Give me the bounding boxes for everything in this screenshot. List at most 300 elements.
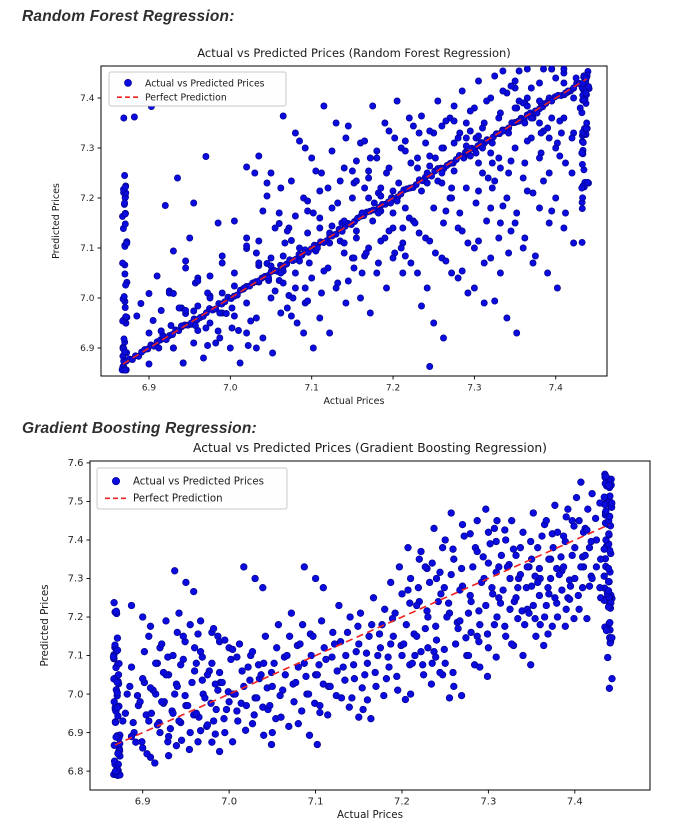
data-point — [521, 621, 528, 628]
data-point — [536, 98, 542, 104]
data-point — [383, 675, 390, 682]
data-point — [305, 691, 312, 698]
data-point — [605, 588, 612, 595]
data-point — [471, 245, 477, 251]
data-point — [512, 105, 518, 111]
data-point — [375, 652, 382, 659]
data-point — [485, 529, 492, 536]
data-point — [463, 135, 469, 141]
data-point — [508, 517, 515, 524]
data-point — [276, 220, 282, 226]
data-point — [475, 160, 481, 166]
data-point — [114, 705, 121, 712]
data-point — [520, 245, 526, 251]
data-point — [510, 546, 517, 553]
data-point — [148, 710, 155, 717]
data-point — [204, 722, 211, 729]
data-point — [516, 68, 522, 74]
data-point — [187, 235, 193, 241]
data-point — [467, 592, 474, 599]
data-point — [524, 188, 530, 194]
data-point — [477, 664, 484, 671]
data-point — [314, 741, 321, 748]
data-point — [305, 208, 311, 214]
data-point — [162, 202, 168, 208]
data-point — [184, 702, 191, 709]
data-point — [396, 180, 402, 186]
data-point — [234, 708, 241, 715]
data-point — [390, 188, 396, 194]
data-point — [508, 228, 514, 234]
data-point — [586, 583, 593, 590]
data-point — [111, 758, 118, 765]
y-tick-label: 7.1 — [67, 650, 84, 662]
data-point — [479, 145, 485, 151]
data-point — [160, 669, 167, 676]
data-point — [333, 120, 339, 126]
data-point — [114, 679, 121, 686]
data-point — [492, 178, 498, 184]
data-point — [409, 660, 416, 667]
data-point — [609, 635, 616, 642]
data-point — [359, 685, 366, 692]
data-point — [173, 742, 180, 749]
data-point — [209, 660, 216, 667]
data-point — [122, 211, 128, 217]
y-tick-label: 7.4 — [80, 94, 95, 105]
data-point — [451, 168, 457, 174]
data-point — [580, 139, 586, 145]
chart-random-forest-regression — [0, 38, 680, 410]
data-point — [416, 556, 423, 563]
data-point — [353, 235, 359, 241]
data-point — [386, 664, 393, 671]
data-point — [324, 712, 331, 719]
data-point — [309, 155, 315, 161]
data-point — [601, 573, 608, 580]
data-point — [549, 208, 555, 214]
data-point — [284, 228, 290, 234]
data-point — [359, 210, 365, 216]
data-point — [317, 709, 324, 716]
data-point — [407, 575, 414, 582]
data-point — [174, 629, 181, 636]
data-point — [522, 120, 528, 126]
data-point — [147, 685, 154, 692]
data-point — [298, 708, 305, 715]
data-point — [422, 625, 429, 632]
data-point — [474, 548, 481, 555]
data-point — [268, 741, 275, 748]
data-point — [429, 660, 436, 667]
data-point — [497, 165, 503, 171]
data-point — [528, 115, 534, 121]
data-point — [475, 78, 481, 84]
data-point — [114, 635, 121, 642]
data-point — [314, 672, 321, 679]
data-point — [432, 250, 438, 256]
data-point — [122, 349, 128, 355]
data-point — [139, 745, 146, 752]
legend-dot-icon — [112, 477, 119, 484]
data-point — [580, 195, 586, 201]
data-point — [362, 138, 368, 144]
data-point — [271, 660, 278, 667]
data-point — [278, 185, 284, 191]
data-point — [579, 584, 586, 591]
data-point — [394, 198, 400, 204]
data-point — [374, 155, 380, 161]
data-point — [221, 715, 228, 722]
y-tick-label: 7.5 — [67, 496, 84, 508]
data-point — [244, 330, 250, 336]
data-point — [260, 335, 266, 341]
data-point — [111, 742, 118, 749]
data-point — [427, 153, 433, 159]
data-point — [386, 128, 392, 134]
data-point — [485, 175, 491, 181]
data-point — [491, 525, 498, 532]
data-point — [552, 595, 559, 602]
data-point — [607, 619, 614, 626]
data-point — [451, 556, 458, 563]
data-point — [545, 631, 552, 638]
scatter-points — [110, 471, 615, 779]
data-point — [114, 647, 121, 654]
data-point — [317, 702, 324, 709]
x-tick-label: 7.1 — [304, 383, 319, 394]
data-point — [418, 188, 424, 194]
data-point — [191, 668, 198, 675]
data-point — [336, 602, 343, 609]
y-axis-label: Predicted Prices — [51, 183, 62, 259]
data-point — [269, 683, 276, 690]
data-point — [370, 103, 376, 109]
data-point — [536, 205, 542, 211]
data-point — [217, 335, 223, 341]
data-point — [449, 270, 455, 276]
data-point — [288, 313, 294, 319]
data-point — [400, 270, 406, 276]
data-point — [244, 235, 250, 241]
data-point — [560, 564, 567, 571]
data-point — [195, 631, 202, 638]
data-point — [489, 140, 495, 146]
data-point — [394, 687, 401, 694]
data-point — [549, 66, 555, 72]
data-point — [292, 270, 298, 276]
data-point — [139, 675, 146, 682]
data-point — [571, 95, 577, 101]
data-point — [463, 143, 469, 149]
data-point — [515, 584, 522, 591]
data-point — [449, 195, 455, 201]
data-point — [520, 175, 526, 181]
data-point — [357, 295, 363, 301]
data-point — [174, 683, 181, 690]
data-point — [327, 240, 333, 246]
data-point — [489, 160, 495, 166]
data-point — [112, 719, 119, 726]
data-point — [408, 260, 414, 266]
data-point — [373, 683, 380, 690]
data-point — [337, 178, 343, 184]
data-point — [578, 564, 585, 571]
data-point — [402, 138, 408, 144]
data-point — [195, 739, 202, 746]
data-point — [278, 310, 284, 316]
data-point — [203, 153, 209, 159]
data-point — [157, 729, 164, 736]
data-point — [407, 600, 414, 607]
data-point — [412, 220, 418, 226]
legend-label-scatter: Actual vs Predicted Prices — [145, 78, 265, 90]
data-point — [407, 691, 414, 698]
data-point — [122, 710, 129, 717]
data-point — [588, 538, 595, 545]
data-point — [301, 564, 308, 571]
data-point — [414, 155, 420, 161]
data-point — [513, 552, 520, 559]
data-point — [494, 614, 501, 621]
data-point — [219, 679, 226, 686]
data-point — [302, 285, 308, 291]
data-point — [403, 621, 410, 628]
data-point — [450, 669, 457, 676]
data-point — [428, 681, 435, 688]
y-tick-label: 6.9 — [80, 344, 95, 355]
data-point — [360, 706, 367, 713]
data-point — [217, 310, 223, 316]
data-point — [553, 145, 559, 151]
data-point — [216, 669, 223, 676]
data-point — [280, 253, 286, 259]
data-point — [313, 168, 319, 174]
data-point — [170, 345, 176, 351]
data-point — [597, 584, 604, 591]
data-point — [405, 544, 412, 551]
data-point — [115, 672, 122, 679]
data-point — [576, 606, 583, 613]
data-point — [398, 245, 404, 251]
data-point — [329, 223, 335, 229]
data-point — [390, 255, 396, 261]
x-tick-label: 6.9 — [141, 383, 157, 394]
data-point — [459, 521, 466, 528]
data-point — [400, 641, 407, 648]
data-point — [273, 645, 280, 652]
y-tick-label: 7.0 — [80, 294, 95, 305]
data-point — [394, 673, 401, 680]
data-point — [260, 584, 267, 591]
data-point — [212, 731, 219, 738]
data-point — [500, 587, 507, 594]
data-point — [502, 623, 509, 630]
data-point — [396, 564, 403, 571]
data-point — [418, 648, 425, 655]
data-point — [480, 554, 487, 561]
data-point — [412, 652, 419, 659]
data-point — [207, 320, 213, 326]
data-point — [180, 360, 186, 366]
data-point — [431, 525, 438, 532]
data-point — [481, 300, 487, 306]
data-point — [400, 225, 406, 231]
data-point — [573, 75, 579, 81]
data-point — [122, 172, 128, 178]
data-point — [371, 200, 377, 206]
data-point — [364, 697, 371, 704]
data-point — [341, 218, 347, 224]
data-point — [342, 677, 349, 684]
data-point — [249, 720, 256, 727]
data-point — [231, 283, 237, 289]
data-point — [297, 641, 304, 648]
data-point — [291, 699, 298, 706]
data-point — [536, 592, 543, 599]
data-point — [597, 556, 604, 563]
data-point — [122, 367, 128, 373]
data-point — [121, 115, 127, 121]
data-point — [229, 739, 236, 746]
data-point — [426, 579, 433, 586]
data-point — [351, 255, 357, 261]
data-point — [353, 648, 360, 655]
data-point — [485, 645, 492, 652]
data-point — [349, 695, 356, 702]
data-point — [123, 314, 129, 320]
x-tick-label: 7.2 — [394, 796, 410, 808]
data-point — [321, 103, 327, 109]
data-point — [448, 510, 455, 517]
data-point — [609, 500, 616, 507]
data-point — [489, 584, 496, 591]
data-point — [435, 98, 441, 104]
data-point — [170, 248, 176, 254]
data-point — [193, 710, 200, 717]
data-point — [231, 313, 237, 319]
data-point — [366, 168, 372, 174]
x-tick-label: 7.4 — [566, 796, 583, 808]
data-point — [543, 517, 550, 524]
data-point — [144, 751, 151, 758]
data-point — [546, 170, 552, 176]
data-point — [186, 746, 193, 753]
data-point — [321, 268, 327, 274]
data-point — [158, 641, 165, 648]
data-point — [350, 662, 357, 669]
data-point — [601, 494, 608, 501]
data-point — [500, 88, 506, 94]
data-point — [512, 145, 518, 151]
data-point — [260, 660, 267, 667]
data-point — [123, 282, 129, 288]
data-point — [370, 595, 377, 602]
section-heading-gradient-boosting: Gradient Boosting Regression: — [22, 420, 257, 437]
data-point — [512, 220, 518, 226]
data-point — [427, 128, 433, 134]
data-point — [296, 138, 302, 144]
data-point — [330, 629, 337, 636]
data-point — [583, 90, 589, 96]
data-point — [524, 66, 530, 72]
data-point — [249, 648, 256, 655]
data-point — [170, 290, 176, 296]
data-point — [139, 614, 146, 621]
data-point — [345, 278, 351, 284]
data-point — [253, 345, 259, 351]
data-point — [366, 175, 372, 181]
data-point — [280, 280, 286, 286]
data-point — [423, 140, 429, 146]
data-point — [374, 270, 380, 276]
data-point — [189, 679, 196, 686]
data-point — [558, 130, 564, 136]
data-point — [244, 243, 250, 249]
data-point — [215, 328, 221, 334]
data-point — [376, 631, 383, 638]
data-point — [284, 652, 291, 659]
data-point — [377, 645, 384, 652]
data-point — [540, 178, 546, 184]
data-point — [310, 345, 316, 351]
data-point — [549, 623, 556, 630]
data-point — [231, 218, 237, 224]
y-tick-label: 7.1 — [80, 244, 95, 255]
data-point — [292, 130, 298, 136]
data-point — [234, 654, 241, 661]
y-tick-label: 7.2 — [67, 612, 84, 624]
data-point — [554, 614, 561, 621]
data-point — [492, 73, 498, 79]
data-point — [325, 185, 331, 191]
data-point — [425, 614, 432, 621]
data-point — [282, 672, 289, 679]
data-point — [530, 602, 537, 609]
data-point — [320, 584, 327, 591]
data-point — [586, 84, 592, 90]
data-point — [112, 768, 119, 775]
data-point — [450, 546, 457, 553]
data-point — [368, 621, 375, 628]
data-point — [439, 544, 446, 551]
data-point — [491, 621, 498, 628]
data-point — [370, 218, 376, 224]
data-point — [138, 300, 144, 306]
data-point — [545, 584, 552, 591]
data-point — [586, 544, 593, 551]
data-point — [459, 268, 465, 274]
chart-title: Actual vs Predicted Prices (Random Forest Regression) — [197, 46, 511, 60]
data-point — [183, 258, 189, 264]
data-point — [276, 210, 282, 216]
data-point — [165, 733, 172, 740]
data-point — [310, 633, 317, 640]
data-point — [282, 240, 288, 246]
data-point — [515, 615, 522, 622]
data-point — [416, 130, 422, 136]
data-point — [502, 633, 509, 640]
data-point — [381, 606, 388, 613]
data-point — [584, 615, 591, 622]
data-point — [346, 704, 353, 711]
data-point — [514, 210, 520, 216]
data-point — [530, 260, 536, 266]
data-point — [353, 158, 359, 164]
data-point — [563, 606, 570, 613]
data-point — [383, 285, 389, 291]
data-point — [545, 270, 551, 276]
